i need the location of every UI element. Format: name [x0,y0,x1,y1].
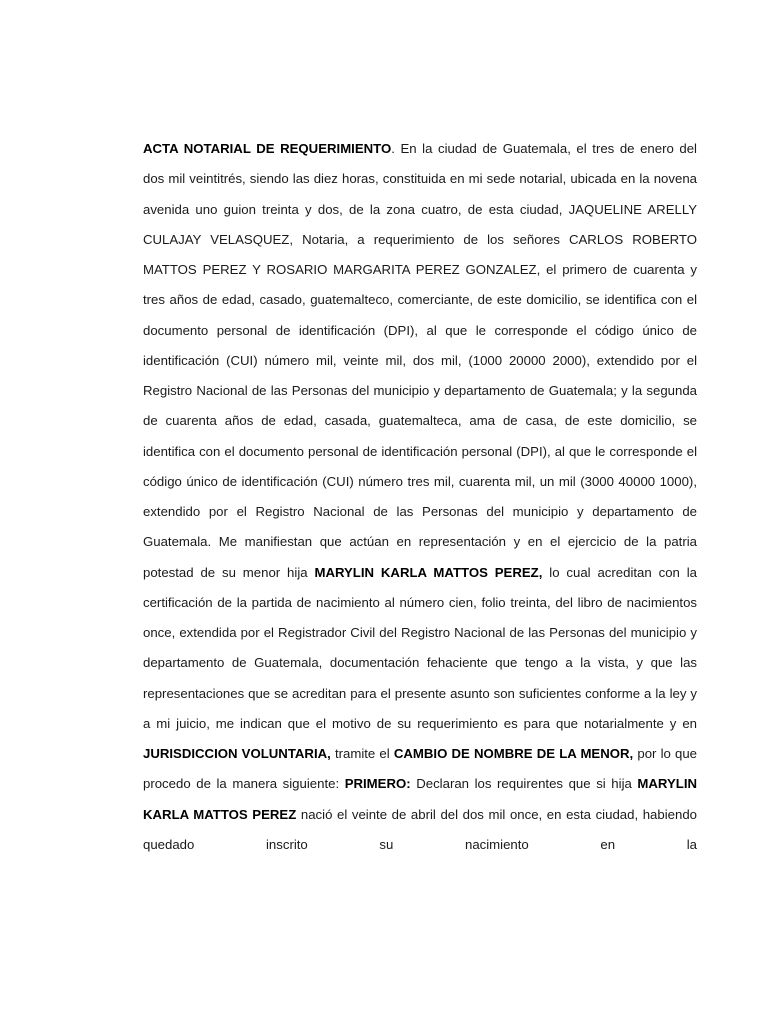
document-heading: ACTA NOTARIAL DE REQUERIMIENTO [143,141,392,156]
acta-notarial-text [143,134,697,860]
minor-name: MARYLIN KARLA MATTOS PEREZ [143,776,698,822]
procedure-term: CAMBIO DE NOMBRE DE LA MENOR, [393,746,634,761]
minor-name: MARYLIN KARLA MATTOS PEREZ, [314,564,543,580]
jurisdiction-term: JURISDICCION VOLUNTARIA, [143,746,331,761]
text-segment: Declaran los requirentes que si hija [410,776,638,792]
text-segment: tramite el [330,746,394,761]
text-segment: lo cual acreditan con la certificación de la partida de nacimiento al número cien, folio treinta, del libro de nacimientos once, extendida por el Registrador Civil del Registro Nacional de las Personas del municipio y departamento de Guatemala, documentación fehaciente que tengo a la vista, y que las representaciones que se acreditan para el presente asunto son suficientes conforme a la ley y a mi juicio, me indican que el motivo de su requerimiento es para que notarialmente y en [143,564,697,731]
text-segment: por lo que procedo de la manera siguiente: [143,746,697,792]
text-segment: nació el veinte de abril del dos mil once, en esta ciudad, habiendo quedado inscrito su nacimiento en la [143,806,697,852]
text-segment: . En la ciudad de Guatemala, el tres de enero del dos mil veintitrés, siendo las diez horas, constituida en mi sede notarial, ubicada en la novena avenida uno guion treinta y dos, de la zona cuatro, de esta ciudad, JAQUELINE ARELLY CULAJAY VELASQUEZ, Notaria, a requerimiento de los señores CARLOS ROBERTO MATTOS PEREZ Y ROSARIO MARGARITA PEREZ GONZALEZ, el primero de cuarenta y tres años de edad, casado, guatemalteco, comerciante, de este domicilio, se identifica con el documento personal de identificación (DPI), al que le corresponde el código único de identificación (CUI) número mil, veinte mil, dos mil, (1000 20000 2000), extendido por el Registro Nacional de las Personas del municipio y departamento de Guatemala; y la segunda de cuarenta años de edad, casada, guatemalteca, ama de casa, de este domicilio, se identifica con el documento personal de identificación personal (DPI), al que le corresponde el código único de identificación (CUI) número tres mil, cuarenta mil, un mil (3000 40000 1000), extendido por el Registro Nacional de las Personas del municipio y departamento de Guatemala. Me manifiestan que actúan en representación y en el ejercicio de la patria potestad de su menor hija [143,141,697,580]
clause-label: PRIMERO: [344,776,411,792]
